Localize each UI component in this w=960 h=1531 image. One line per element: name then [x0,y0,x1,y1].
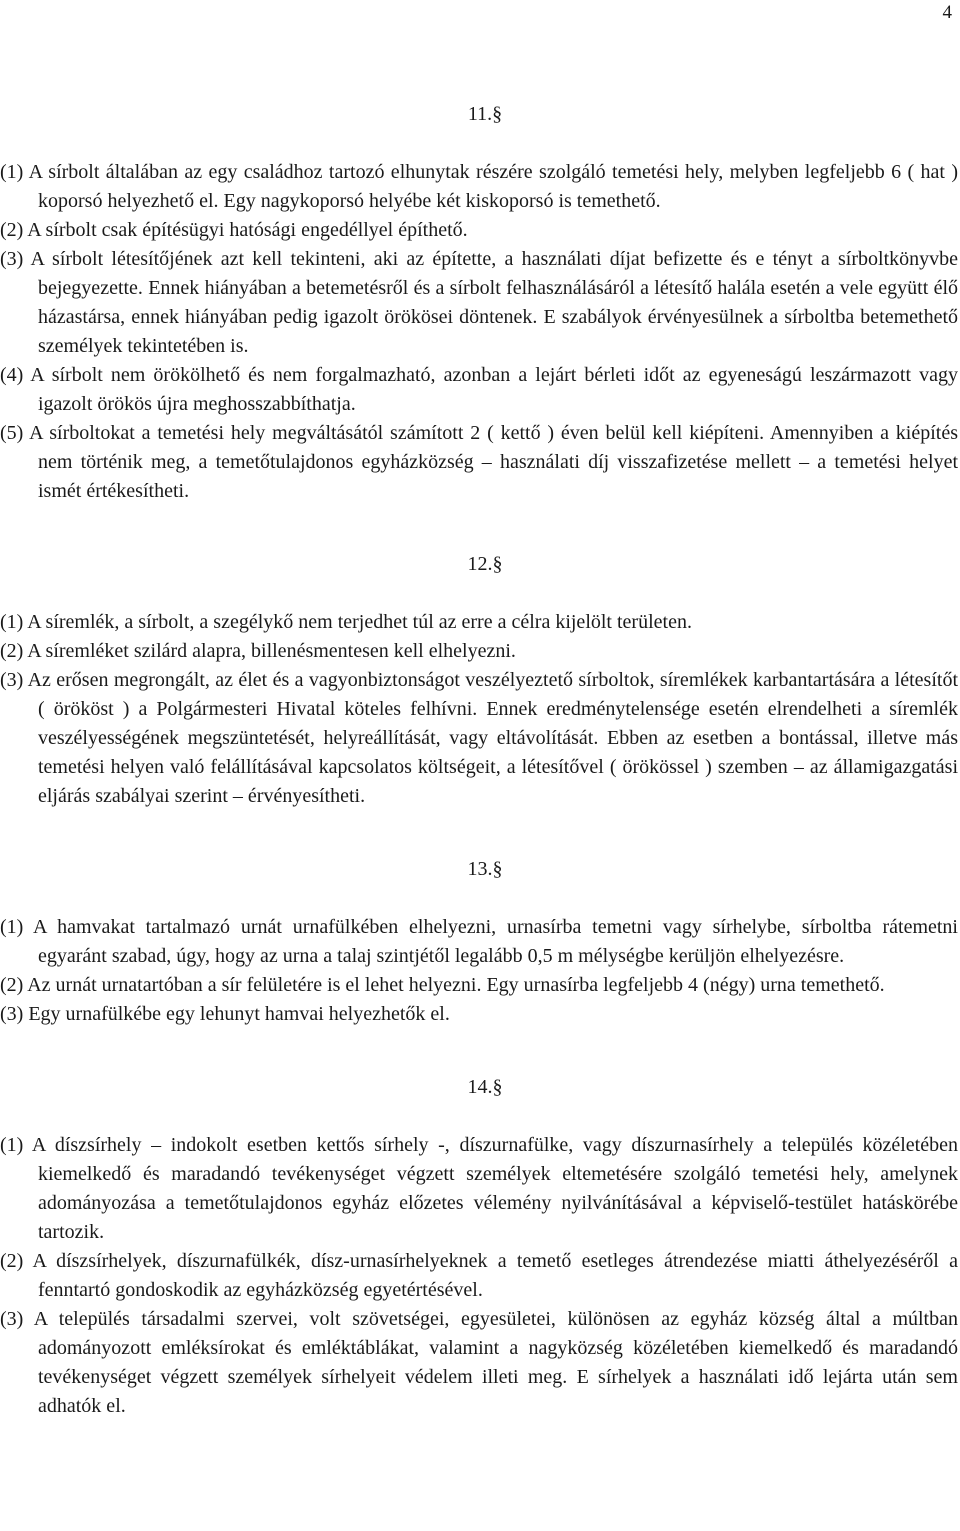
paragraph: (2) A díszsírhelyek, díszurnafülkék, dísz-urnasírhelyeknek a temető esetleges átrendezése miatti áthelyezéséről a fenntartó gondoskodik az egyházközség egyetértésével. [0,1250,958,1301]
paragraph: (1) A síremlék, a sírbolt, a szegélykő nem terjedhet túl az erre a célra kijelölt területen. [0,611,692,633]
section-title: 12.§ [467,553,503,575]
paragraph: (1) A hamvakat tartalmazó urnát urnafülkében elhelyezni, urnasírba temetni vagy sírhelybe, sírboltba rátemetni egyaránt szabad, úgy, hogy az urna a talaj szintjétől legalább 0,5 m mélységbe kerüljön elhelyezésre. [0,916,958,967]
section-title: 14.§ [467,1076,503,1098]
section-14 [0,1073,958,1421]
paragraph: (3) Egy urnafülkébe egy lehunyt hamvai helyezhetők el. [0,1003,450,1025]
paragraph: (2) A síremléket szilárd alapra, billenésmentesen kell elhelyezni. [0,640,516,662]
paragraph: (2) A sírbolt csak építésügyi hatósági engedéllyel építhető. [0,219,468,241]
paragraph: (3) Az erősen megrongált, az élet és a vagyonbiztonságot veszélyeztető sírboltok, síremlékek karbantartására a létesítőt ( örököst ) a Polgármesteri Hivatal köteles felhívni. Ennek eredménytelensége esetén elrendelheti a síremlék veszélyességének megszüntetését, helyreállítását, vagy eltávolítását. Ebben az esetben a bontással, illetve más temetési helyen való felállításával kapcsolatos költségeit, a létesítővel ( örökössel ) szemben – az államigazgatási eljárás szabályai szerint – érvényesítheti. [0,669,958,807]
section-11 [0,100,958,506]
paragraph: (5) A sírboltokat a temetési hely megváltásától számított 2 ( kettő ) éven belül kell kiépíteni. Amennyiben a kiépítés nem történik meg, a temetőtulajdonos egyházközség – használati díj visszafizetése mellett – a temetési helyet ismét értékesítheti. [0,422,958,502]
section-13 [0,855,958,1029]
paragraph: (1) A díszsírhely – indokolt esetben kettős sírhely -, díszurnafülke, vagy díszurnasírhely a település közéletében kiemelkedő és maradandó tevékenységet végzett személyek eltemetésére szolgáló temetési hely, amelynek adományozása a temetőtulajdonos egyház előzetes vélemény nyilvánításával a képviselő-testület hatáskörébe tartozik. [0,1134,958,1243]
page-number: 4 [942,2,952,23]
document-body [0,100,958,1421]
paragraph: (1) A sírbolt általában az egy családhoz tartozó elhunytak részére szolgáló temetési hely, melyben legfeljebb 6 ( hat ) koporsó helyezhető el. Egy nagykoporsó helyébe két kiskoporsó is temethető. [0,161,958,212]
section-12 [0,550,958,811]
paragraph: (2) Az urnát urnatartóban a sír felületére is el lehet helyezni. Egy urnasírba legfeljebb 4 (négy) urna temethető. [0,974,885,996]
section-title: 13.§ [467,858,503,880]
paragraph: (3) A település társadalmi szervei, volt szövetségei, egyesületei, különösen az egyház község által a múltban adományozott emléksírokat és emléktáblákat, valamint a nagyközség közéletében kiemelkedő és maradandó tevékenységet végzett személyek sírhelyeit védelem illeti meg. E sírhelyek a használati idő lejárta után sem adhatók el. [0,1308,958,1417]
paragraph: (3) A sírbolt létesítőjének azt kell tekinteni, aki az építette, a használati díjat befizette és e tényt a sírboltkönyvbe bejegyezette. Ennek hiányában a betemetésről és a sírbolt felhasználásáról a létesítő halála esetén a vele együtt élő házastársa, ennek hiányában pedig igazolt örökösei döntenek. E szabályok érvényesülnek a sírboltba betemethető személyek tekintetében is. [0,248,958,357]
paragraph: (4) A sírbolt nem örökölhető és nem forgalmazható, azonban a lejárt bérleti időt az egyeneságú leszármazott vagy igazolt örökös újra meghosszabbíthatja. [0,364,958,415]
section-title: 11.§ [467,103,503,125]
